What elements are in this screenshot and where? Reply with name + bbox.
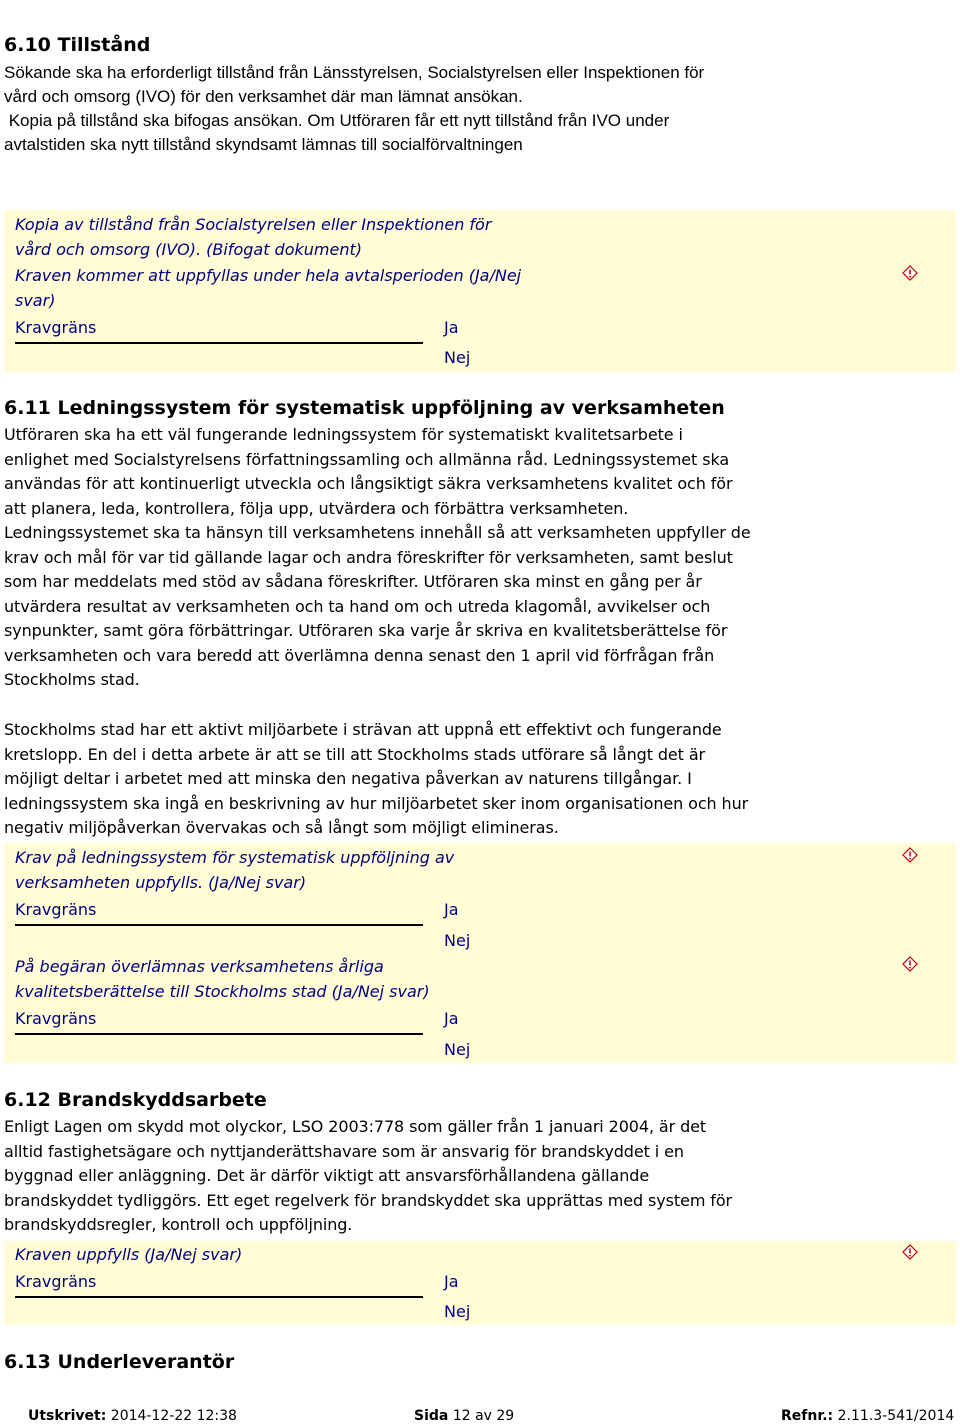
- option-ja[interactable]: Ja: [444, 900, 459, 919]
- question-line: På begäran överlämnas verksamhetens årliga: [15, 957, 384, 976]
- text-line: Ledningssystemet ska ta hänsyn till verksamhetens innehåll så att verksamheten uppfyller de: [4, 523, 751, 542]
- text-line: brandskyddsregler, kontroll och uppföljning.: [4, 1215, 353, 1234]
- warning-icon: [902, 956, 918, 972]
- question-line: Krav på ledningssystem för systematisk uppföljning av: [15, 848, 455, 867]
- text-line: krav och mål för var tid gällande lagar och andra föreskrifter för verksamheten, samt beslut: [4, 547, 733, 567]
- s612-text: [4, 1115, 732, 1238]
- question-line: svar): [15, 290, 56, 310]
- option-nej[interactable]: Nej: [444, 1302, 471, 1321]
- kravgrans-label: Kravgräns: [15, 318, 97, 337]
- question-line: verksamheten uppfylls. (Ja/Nej svar): [15, 872, 307, 892]
- kravgrans-label: Kravgräns: [15, 1009, 97, 1028]
- footer-printed: [28, 1407, 237, 1425]
- text-line: brandskyddet tydliggörs. Ett eget regelverk för brandskyddet ska upprättas med system för: [4, 1190, 732, 1210]
- question-line: vård och omsorg (IVO). (Bifogat dokument): [15, 239, 362, 259]
- text-line: Kopia på tillstånd ska bifogas ansökan. Om Utföraren får ett nytt tillstånd från IVO under: [4, 111, 670, 130]
- text-line: Stockholms stad har ett aktivt miljöarbete i strävan att uppnå ett effektivt och fungerande: [4, 720, 722, 739]
- footer-ref: [781, 1407, 954, 1425]
- question-line: kvalitetsberättelse till Stockholms stad (Ja/Nej svar): [15, 981, 430, 1001]
- ref-label: Refnr.:: [781, 1408, 834, 1424]
- kravgrans-rule: [15, 924, 423, 926]
- option-ja[interactable]: Ja: [444, 318, 459, 337]
- text-line: enlighet med Socialstyrelsens författningssamling och allmänna råd. Ledningssystemet ska: [4, 449, 730, 469]
- printed-value: 2014-12-22 12:38: [110, 1408, 237, 1424]
- requirement-question: Kraven uppfylls (Ja/Nej svar): [15, 1245, 243, 1264]
- text-line: användas för att kontinuerligt utveckla och långsiktigt säkra verksamhetens kvalitet och för: [4, 474, 733, 493]
- printed-label: Utskrivet:: [28, 1408, 107, 1424]
- text-line: som har meddelats med stöd av sådana föreskrifter. Utföraren ska minst en gång per år: [4, 572, 702, 591]
- text-line: ledningssystem ska ingå en beskrivning av hur miljöarbetet sker inom organisationen och hur: [4, 793, 749, 813]
- section-heading-6-12: 6.12 Brandskyddsarbete: [4, 1089, 267, 1111]
- warning-icon: [902, 847, 918, 863]
- option-ja[interactable]: Ja: [444, 1272, 459, 1291]
- text-line: möjligt deltar i arbetet med att minska den negativa påverkan av naturens tillgångar. I: [4, 769, 692, 788]
- kravgrans-rule: [15, 342, 423, 344]
- section-heading-6-11: 6.11 Ledningssystem för systematisk uppföljning av verksamheten: [4, 397, 725, 419]
- text-line: utvärdera resultat av verksamheten och ta hand om och utreda klagomål, avvikelser och: [4, 596, 711, 616]
- section-heading-6-10: 6.10 Tillstånd: [4, 34, 151, 56]
- requirement-question: [15, 846, 454, 895]
- text-line: negativ miljöpåverkan övervakas och så långt som möjligt elimineras.: [4, 818, 559, 837]
- kravgrans-rule: [15, 1033, 423, 1035]
- warning-icon: [902, 1244, 918, 1260]
- kravgrans-label: Kravgräns: [15, 900, 97, 919]
- text-line: verksamheten och vara beredd att överlämna denna senast den 1 april vid förfrågan från: [4, 645, 715, 665]
- requirement-question: [15, 955, 430, 1004]
- question-line: Kopia av tillstånd från Socialstyrelsen eller Inspektionen för: [15, 215, 492, 234]
- s610-text: [4, 61, 704, 157]
- footer-page: [414, 1407, 514, 1425]
- text-line: avtalstiden ska nytt tillstånd skyndsamt lämnas till socialförvaltningen: [4, 135, 523, 154]
- kravgrans-rule: [15, 1296, 423, 1298]
- text-line: Enligt Lagen om skydd mot olyckor, LSO 2003:778 som gäller från 1 januari 2004, är det: [4, 1117, 707, 1136]
- option-nej[interactable]: Nej: [444, 1040, 471, 1059]
- option-nej[interactable]: Nej: [444, 931, 471, 950]
- page-value: 12 av 29: [452, 1408, 515, 1424]
- ref-value: 2.11.3-541/2014: [837, 1408, 955, 1424]
- question-line: Kraven kommer att uppfyllas under hela avtalsperioden (Ja/Nej: [15, 266, 522, 285]
- text-line: alltid fastighetsägare och nyttjanderättshavare som är ansvarig för brandskyddet i en: [4, 1141, 684, 1161]
- text-line: Sökande ska ha erforderligt tillstånd från Länsstyrelsen, Socialstyrelsen eller Inspektionen för: [4, 63, 705, 82]
- requirement-question: [15, 213, 521, 313]
- text-line: Utföraren ska ha ett väl fungerande ledningssystem för systematiskt kvalitetsarbete i: [4, 425, 683, 444]
- text-line: kretslopp. En del i detta arbete är att se till att Stockholms stads utförare så långt det är: [4, 744, 705, 764]
- option-ja[interactable]: Ja: [444, 1009, 459, 1028]
- text-line: att planera, leda, kontrollera, följa upp, utvärdera och förbättra verksamheten.: [4, 498, 629, 518]
- kravgrans-label: Kravgräns: [15, 1272, 97, 1291]
- page-label: Sida: [414, 1408, 449, 1424]
- warning-icon: [902, 265, 918, 281]
- text-line: byggnad eller anläggning. Det är därför viktigt att ansvarsförhållandena gällande: [4, 1166, 650, 1185]
- s611-text: [4, 423, 751, 693]
- text-line: vård och omsorg (IVO) för den verksamhet där man lämnat ansökan.: [4, 87, 523, 106]
- text-line: synpunkter, samt göra förbättringar. Utföraren ska varje år skriva en kvalitetsberättelse för: [4, 621, 728, 640]
- text-line: Stockholms stad.: [4, 670, 140, 689]
- section-heading-6-13: 6.13 Underleverantör: [4, 1351, 235, 1373]
- s611-text-2: [4, 718, 748, 841]
- option-nej[interactable]: Nej: [444, 348, 471, 367]
